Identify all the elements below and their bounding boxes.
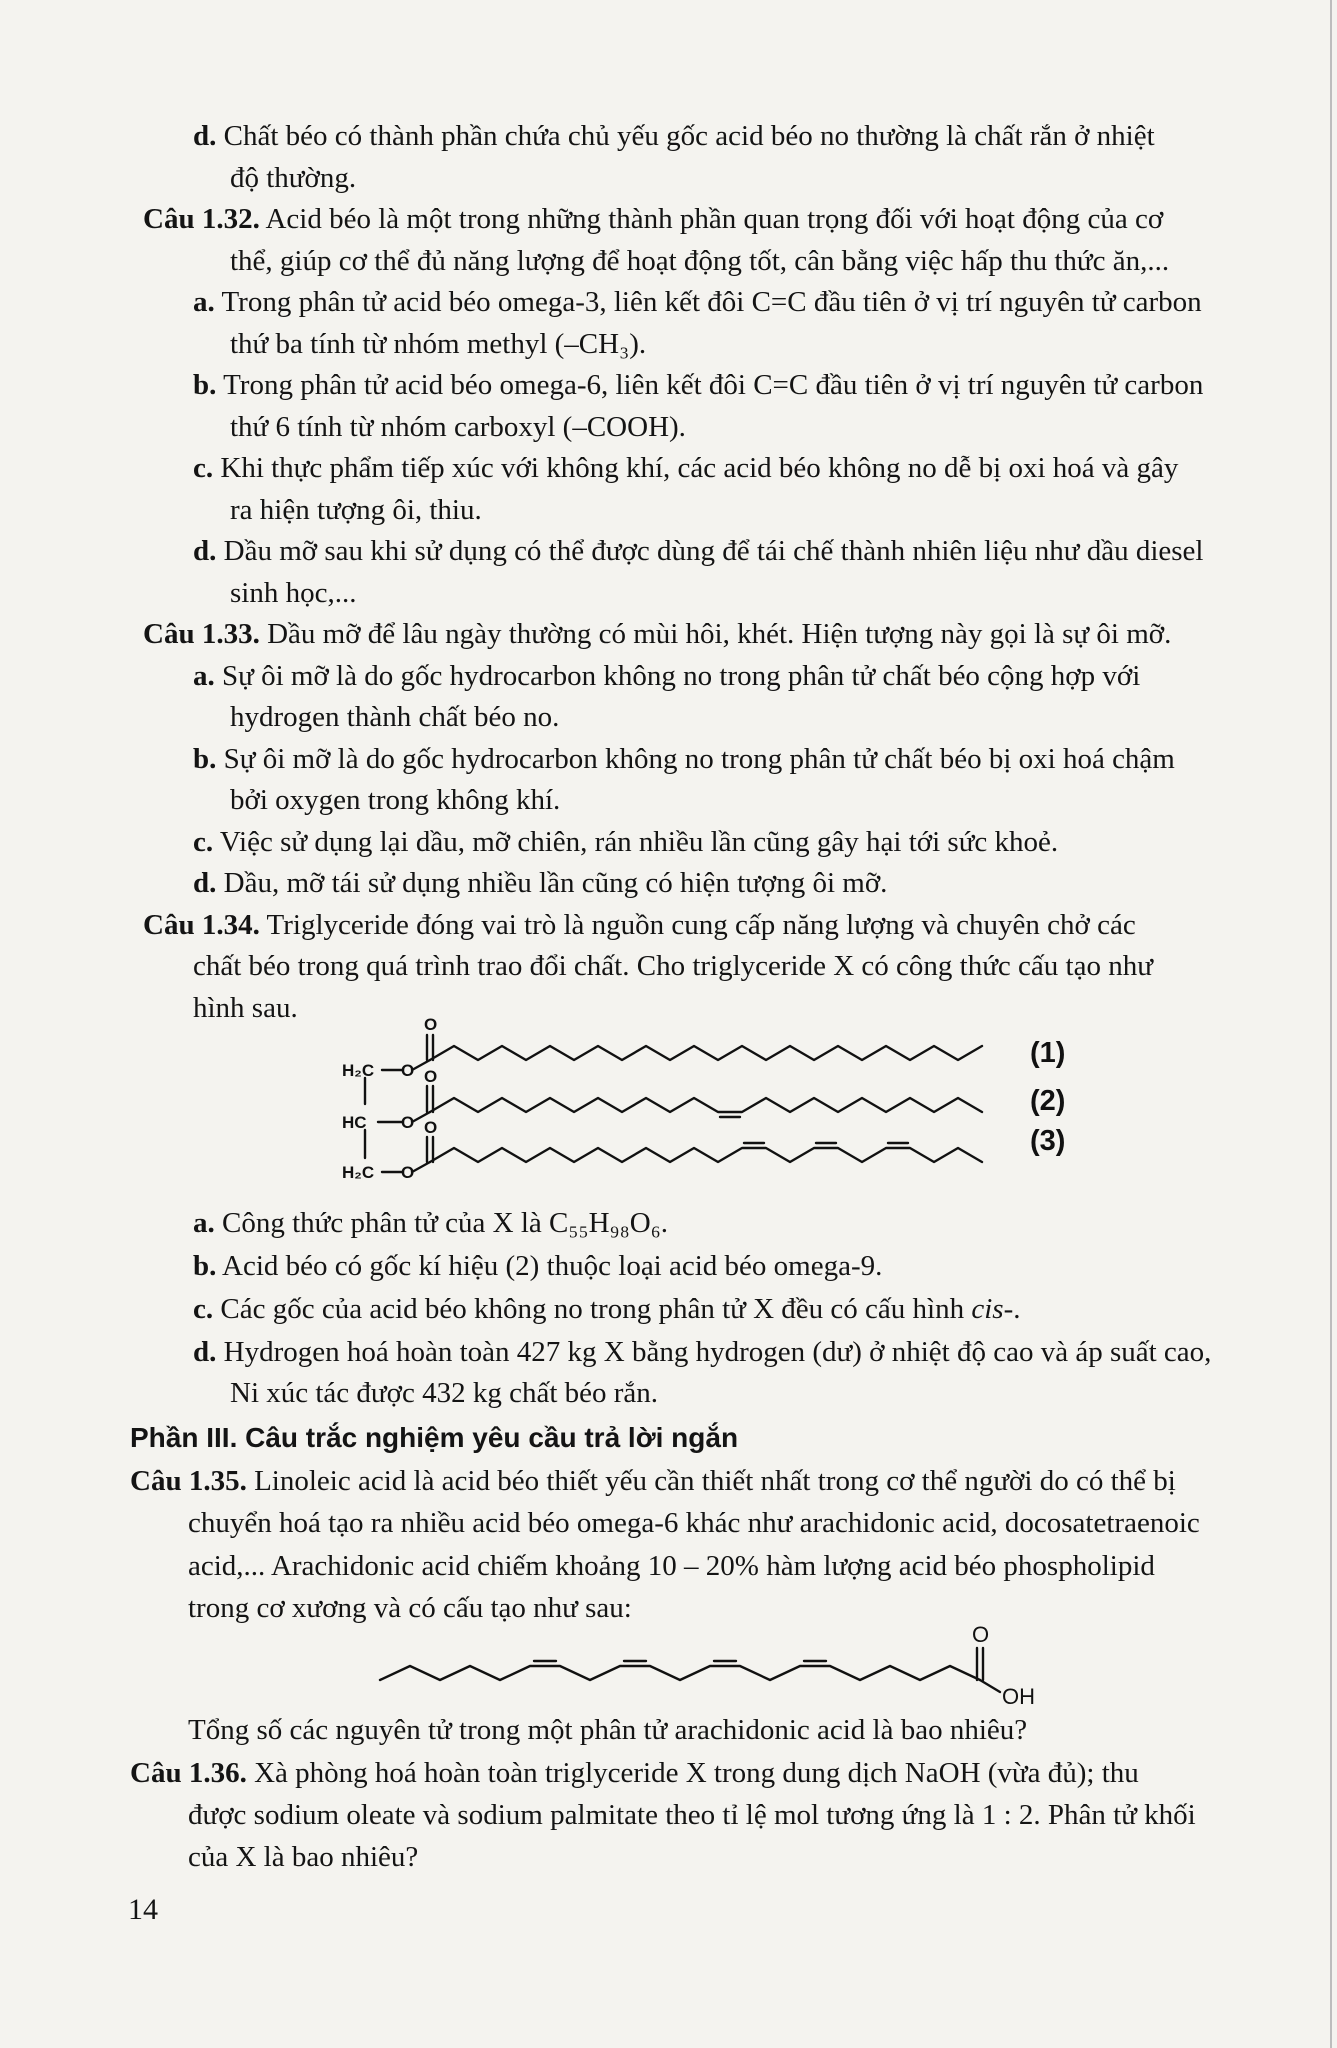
text-line: sinh học,... bbox=[230, 577, 357, 609]
chain-label-3: (3) bbox=[1030, 1125, 1066, 1157]
question-1-32: Câu 1.32. Acid béo là một trong những thành phần quan trọng đối với hoạt động của cơ bbox=[143, 203, 1164, 235]
triglyceride-structure bbox=[330, 1000, 1090, 1210]
q134-option-b: b. Acid béo có gốc kí hiệu (2) thuộc loại acid béo omega-9. bbox=[193, 1250, 883, 1282]
ester-oxygen: O bbox=[401, 1163, 415, 1182]
text-line: Tổng số các nguyên tử trong một phân tử arachidonic acid là bao nhiêu? bbox=[188, 1714, 1028, 1746]
carbonyl-oxygen: O bbox=[972, 1622, 990, 1647]
q132-option-a: a. Trong phân tử acid béo omega-3, liên kết đôi C=C đầu tiên ở vị trí nguyên tử carbon bbox=[193, 286, 1202, 318]
q132-option-c: c. Khi thực phẩm tiếp xúc với không khí, các acid béo không no dễ bị oxi hoá và gây bbox=[193, 452, 1179, 484]
section-heading: Phần III. Câu trắc nghiệm yêu cầu trả lời ngắn bbox=[130, 1422, 739, 1453]
ester-oxygen: O bbox=[401, 1061, 415, 1080]
text-line: độ thường. bbox=[230, 162, 357, 194]
fatty-chain-2 bbox=[430, 1098, 982, 1112]
q134-option-a: a. Công thức phân tử của X là C₅₅H₉₈O₆. bbox=[193, 1207, 669, 1239]
hydroxyl-bond bbox=[980, 1680, 1000, 1692]
fatty-chain-1 bbox=[430, 1046, 982, 1060]
q133-option-c: c. Việc sử dụng lại dầu, mỡ chiên, rán nhiều lần cũng gây hại tới sức khoẻ. bbox=[193, 826, 1059, 858]
text-line: bởi oxygen trong không khí. bbox=[230, 784, 561, 816]
question-1-33: Câu 1.33. Dầu mỡ để lâu ngày thường có mùi hôi, khét. Hiện tượng này gọi là sự ôi mỡ. bbox=[143, 618, 1172, 650]
text-line: acid,... Arachidonic acid chiếm khoảng 10 – 20% hàm lượng acid béo phospholipid bbox=[188, 1550, 1155, 1582]
glycerol-h2c-bottom: H₂C bbox=[342, 1163, 375, 1182]
text-line: Ni xúc tác được 432 kg chất béo rắn. bbox=[230, 1377, 659, 1409]
ester-bond bbox=[412, 1162, 430, 1172]
carbonyl-oxygen: O bbox=[424, 1067, 438, 1086]
glycerol-hc: HC bbox=[342, 1113, 367, 1132]
carbonyl-oxygen: O bbox=[424, 1118, 438, 1137]
q134-option-d: d. Hydrogen hoá hoàn toàn 427 kg X bằng hydrogen (dư) ở nhiệt độ cao và áp suất cao, bbox=[193, 1336, 1212, 1368]
chain-label-2: (2) bbox=[1030, 1085, 1066, 1117]
page-edge bbox=[1330, 0, 1332, 2048]
glycerol-h2c-top: H₂C bbox=[342, 1061, 375, 1080]
text-line: trong cơ xương và có cấu tạo như sau: bbox=[188, 1592, 632, 1624]
q133-option-d: d. Dầu, mỡ tái sử dụng nhiều lần cũng có hiện tượng ôi mỡ. bbox=[193, 867, 888, 899]
carbonyl-oxygen: O bbox=[424, 1015, 438, 1034]
q133-option-a: a. Sự ôi mỡ là do gốc hydrocarbon không no trong phân tử chất béo cộng hợp với bbox=[193, 660, 1141, 692]
q132-option-d: d. Dầu mỡ sau khi sử dụng có thể được dùng để tái chế thành nhiên liệu như dầu diesel bbox=[193, 535, 1204, 567]
text-line: hydrogen thành chất béo no. bbox=[230, 701, 560, 733]
text-line: chuyển hoá tạo ra nhiều acid béo omega-6 khác như arachidonic acid, docosatetraenoic bbox=[188, 1507, 1200, 1539]
ester-oxygen: O bbox=[401, 1113, 415, 1132]
q132-option-b: b. Trong phân tử acid béo omega-6, liên kết đôi C=C đầu tiên ở vị trí nguyên tử carbon bbox=[193, 369, 1204, 401]
text-line: hình sau. bbox=[193, 992, 298, 1024]
text-line: thể, giúp cơ thể đủ năng lượng để hoạt động tốt, cân bằng việc hấp thu thức ăn,... bbox=[230, 245, 1170, 277]
question-1-35: Câu 1.35. Linoleic acid là acid béo thiết yếu cần thiết nhất trong cơ thể người do có thể bị bbox=[130, 1465, 1176, 1497]
fatty-chain-3 bbox=[430, 1148, 982, 1162]
q134-option-c: c. Các gốc của acid béo không no trong phân tử X đều có cấu hình cis-. bbox=[193, 1293, 1021, 1325]
text-line: thứ ba tính từ nhóm methyl (–CH₃). bbox=[230, 328, 647, 360]
hydroxyl-group: OH bbox=[1002, 1684, 1035, 1708]
carbon-chain bbox=[380, 1666, 980, 1680]
question-1-34: Câu 1.34. Triglyceride đóng vai trò là nguồn cung cấp năng lượng và chuyên chở các bbox=[143, 909, 1136, 941]
q131-option-d: d. Chất béo có thành phần chứa chủ yếu gốc acid béo no thường là chất rắn ở nhiệt bbox=[193, 120, 1155, 152]
chain-label-1: (1) bbox=[1030, 1037, 1066, 1069]
q133-option-b: b. Sự ôi mỡ là do gốc hydrocarbon không no trong phân tử chất béo bị oxi hoá chậm bbox=[193, 743, 1175, 775]
text-line: được sodium oleate và sodium palmitate theo tỉ lệ mol tương ứng là 1 : 2. Phân tử khối bbox=[188, 1799, 1196, 1831]
text-line: chất béo trong quá trình trao đổi chất. Cho triglyceride X có công thức cấu tạo như bbox=[193, 950, 1153, 982]
text-line: thứ 6 tính từ nhóm carboxyl (–COOH). bbox=[230, 411, 686, 443]
page-number: 14 bbox=[128, 1893, 158, 1926]
arachidonic-acid-structure bbox=[360, 1620, 1060, 1708]
question-1-36: Câu 1.36. Xà phòng hoá hoàn toàn triglyceride X trong dung dịch NaOH (vừa đủ); thu bbox=[130, 1757, 1139, 1789]
text-line: của X là bao nhiêu? bbox=[188, 1841, 419, 1873]
text-line: ra hiện tượng ôi, thiu. bbox=[230, 494, 482, 526]
